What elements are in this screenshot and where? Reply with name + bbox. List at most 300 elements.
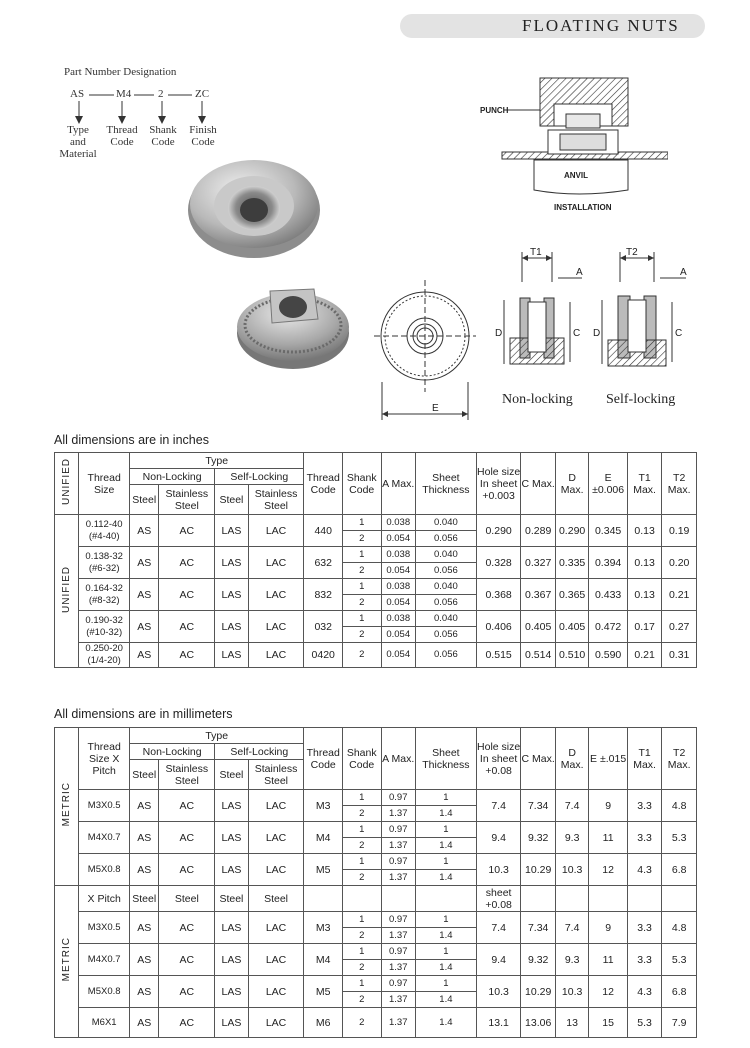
table-row — [55, 854, 697, 870]
a-max: 0.038 — [381, 547, 415, 563]
t2-max: 0.21 — [662, 579, 697, 611]
side-label — [55, 453, 79, 515]
table-row — [55, 976, 697, 992]
sl-steel: LAS — [215, 611, 248, 643]
table-row — [55, 1008, 697, 1038]
d-max: 7.4 — [555, 912, 588, 944]
shank-code: 2 — [342, 643, 381, 668]
shank-code: 1 — [342, 822, 381, 838]
c-max: 7.34 — [521, 912, 555, 944]
a-max: 0.97 — [381, 790, 415, 806]
c-max: 0.514 — [521, 643, 555, 668]
empty-cell — [415, 886, 476, 912]
thread-size: 0.250-20 (1/4-20) — [79, 643, 130, 668]
t1-max: 0.17 — [627, 611, 661, 643]
t1-max: 0.13 — [627, 579, 661, 611]
hole-size: 10.3 — [476, 976, 521, 1008]
c-max: 10.29 — [521, 854, 555, 886]
t1-max: 4.3 — [627, 976, 661, 1008]
a-max: 0.038 — [381, 579, 415, 595]
nl-stainless: AC — [159, 547, 215, 579]
header-sl-stainless: Steel — [248, 886, 304, 912]
thread-size: M4X0.7 — [79, 822, 130, 854]
e-value: 9 — [589, 790, 628, 822]
header-thread-size: Thread Size — [79, 453, 130, 515]
thread-size: 0.190-32 (#10-32) — [79, 611, 130, 643]
a-max: 1.37 — [381, 928, 415, 944]
header-nl-stainless: Stainless Steel — [159, 760, 215, 790]
header-banner — [400, 14, 705, 38]
thread-size: 0.112-40 (#4-40) — [79, 515, 130, 547]
shank-code: 2 — [342, 1008, 381, 1038]
t2-max: 6.8 — [662, 854, 697, 886]
code-type: AS — [70, 88, 85, 100]
t1-max: 0.13 — [627, 515, 661, 547]
sl-steel: LAS — [215, 547, 248, 579]
table-row — [55, 912, 697, 928]
header-a-max: A Max. — [381, 728, 415, 790]
sheet-thickness: 0.056 — [415, 627, 476, 643]
nl-steel: AS — [130, 515, 159, 547]
header-thread-code: Thread Code — [304, 453, 343, 515]
sheet-thickness: 0.040 — [415, 611, 476, 627]
c-max: 10.29 — [521, 976, 555, 1008]
thread-code: M5 — [304, 976, 343, 1008]
t2-max: 0.31 — [662, 643, 697, 668]
table-row — [55, 579, 697, 595]
d-max: 9.3 — [555, 822, 588, 854]
thread-size: M5X0.8 — [79, 976, 130, 1008]
nl-stainless: AC — [159, 1008, 215, 1038]
t2-max: 5.3 — [662, 822, 697, 854]
empty-cell — [342, 886, 381, 912]
installation-diagram — [478, 74, 668, 216]
t1-max: 3.3 — [627, 944, 661, 976]
nl-steel: AS — [130, 854, 159, 886]
nl-steel: AS — [130, 944, 159, 976]
nl-steel: AS — [130, 579, 159, 611]
thread-size: 0.138-32 (#6-32) — [79, 547, 130, 579]
d-max: 0.290 — [555, 515, 588, 547]
sl-stainless: LAC — [248, 611, 304, 643]
label-shank-code: Shank Code — [149, 124, 177, 148]
d-max: 0.335 — [555, 547, 588, 579]
header-e: E ±.015 — [589, 728, 628, 790]
sheet-thickness: 1.4 — [415, 1008, 476, 1038]
c-max: 0.405 — [521, 611, 555, 643]
thread-size: 0.164-32 (#8-32) — [79, 579, 130, 611]
header-thread-code: Thread Code — [304, 728, 343, 790]
shank-code: 1 — [342, 976, 381, 992]
header-hole-sheet: sheet +0.08 — [476, 886, 521, 912]
header-sl-steel: Steel — [215, 760, 248, 790]
table-row — [55, 643, 697, 668]
header-t2-max: T2 Max. — [662, 453, 697, 515]
a-max: 1.37 — [381, 838, 415, 854]
e-value: 11 — [589, 944, 628, 976]
empty-cell — [381, 886, 415, 912]
hole-size: 0.368 — [476, 579, 521, 611]
shank-code: 2 — [342, 531, 381, 547]
page-title: FLOATING NUTS — [522, 16, 680, 35]
d-max: 0.405 — [555, 611, 588, 643]
sheet-thickness: 1.4 — [415, 992, 476, 1008]
header-non-locking: Non-Locking — [130, 744, 215, 760]
a-max: 0.054 — [381, 531, 415, 547]
sheet-thickness: 1 — [415, 944, 476, 960]
header-self-locking: Self-Locking — [215, 744, 304, 760]
shank-code: 1 — [342, 515, 381, 531]
shank-code: 2 — [342, 627, 381, 643]
thread-code: M4 — [304, 944, 343, 976]
dim-t1: T1 — [530, 247, 542, 258]
t2-max: 7.9 — [662, 1008, 697, 1038]
e-value: 9 — [589, 912, 628, 944]
sl-stainless: LAC — [248, 822, 304, 854]
hole-size: 10.3 — [476, 854, 521, 886]
dim-t2: T2 — [626, 247, 638, 258]
empty-cell — [304, 886, 343, 912]
t1-max: 3.3 — [627, 912, 661, 944]
thread-size: M6X1 — [79, 1008, 130, 1038]
nl-steel: AS — [130, 822, 159, 854]
sl-stainless: LAC — [248, 976, 304, 1008]
header-sl-stainless: Stainless Steel — [248, 760, 304, 790]
nl-stainless: AC — [159, 854, 215, 886]
header-nl-steel: Steel — [130, 886, 159, 912]
shank-code: 1 — [342, 944, 381, 960]
a-max: 0.054 — [381, 595, 415, 611]
a-max: 0.97 — [381, 944, 415, 960]
hole-size: 0.515 — [476, 643, 521, 668]
sheet-thickness: 0.040 — [415, 547, 476, 563]
table-row — [55, 886, 697, 912]
floating-nut-photo-bottom — [230, 275, 356, 373]
sl-steel: LAS — [215, 854, 248, 886]
c-max: 13.06 — [521, 1008, 555, 1038]
code-shank: 2 — [158, 88, 164, 100]
thread-code: M6 — [304, 1008, 343, 1038]
side-label-text: UNIFIED — [60, 565, 72, 613]
sl-stainless: LAC — [248, 515, 304, 547]
t1-max: 0.13 — [627, 547, 661, 579]
thread-size: M4X0.7 — [79, 944, 130, 976]
designation-title: Part Number Designation — [64, 66, 177, 78]
a-max: 0.054 — [381, 643, 415, 668]
label-finish-code: Finish Code — [189, 124, 217, 148]
side-label — [55, 728, 79, 886]
a-max: 0.97 — [381, 976, 415, 992]
header-t1-max: T1 Max. — [627, 728, 661, 790]
a-max: 0.054 — [381, 563, 415, 579]
sheet-thickness: 1.4 — [415, 960, 476, 976]
t2-max: 0.20 — [662, 547, 697, 579]
self-locking-section — [590, 242, 690, 392]
e-value: 0.433 — [589, 579, 628, 611]
side-label — [55, 886, 79, 1038]
header-d-max: D Max. — [555, 728, 588, 790]
sl-stainless: LAC — [248, 1008, 304, 1038]
e-value: 11 — [589, 822, 628, 854]
header-hole-size: Hole size In sheet +0.08 — [476, 728, 521, 790]
header-c-max: C Max. — [521, 728, 555, 790]
dim-d-left: D — [495, 328, 503, 339]
header-sheet-thickness: Sheet Thickness — [415, 453, 476, 515]
a-max: 0.97 — [381, 912, 415, 928]
thread-code: 0420 — [304, 643, 343, 668]
dim-d-right: D — [593, 328, 601, 339]
dim-e: E — [432, 403, 439, 414]
thread-code: 632 — [304, 547, 343, 579]
sl-steel: LAS — [215, 643, 248, 668]
nl-steel: AS — [130, 547, 159, 579]
header-type: Type — [130, 453, 304, 469]
e-value: 0.590 — [589, 643, 628, 668]
t1-max: 5.3 — [627, 1008, 661, 1038]
table-row — [55, 547, 697, 563]
shank-code: 1 — [342, 854, 381, 870]
label-type-material: Type and Material — [59, 124, 97, 160]
sl-steel: LAS — [215, 912, 248, 944]
thread-code: 032 — [304, 611, 343, 643]
hole-size: 7.4 — [476, 912, 521, 944]
a-max: 0.97 — [381, 822, 415, 838]
shank-code: 2 — [342, 928, 381, 944]
mm-dimensions-table — [54, 727, 697, 1038]
nl-stainless: AC — [159, 579, 215, 611]
e-value: 12 — [589, 976, 628, 1008]
table-row — [55, 453, 697, 469]
side-label-text: METRIC — [60, 782, 72, 827]
c-max: 0.367 — [521, 579, 555, 611]
t1-max: 4.3 — [627, 854, 661, 886]
header-nl-stainless: Stainless Steel — [159, 485, 215, 515]
side-label — [55, 515, 79, 668]
dim-c-right: C — [675, 328, 683, 339]
header-shank-code: Shank Code — [342, 728, 381, 790]
header-shank-code: Shank Code — [342, 453, 381, 515]
sl-steel: LAS — [215, 976, 248, 1008]
hole-size: 0.290 — [476, 515, 521, 547]
header-e: E ±0.006 — [589, 453, 628, 515]
table-row — [55, 515, 697, 531]
d-max: 0.510 — [555, 643, 588, 668]
a-max: 0.97 — [381, 854, 415, 870]
caption-non-locking: Non-locking — [502, 392, 573, 407]
nl-stainless: AC — [159, 515, 215, 547]
sheet-thickness: 1 — [415, 976, 476, 992]
header-non-locking: Non-Locking — [130, 469, 215, 485]
shank-code: 1 — [342, 611, 381, 627]
t2-max: 0.19 — [662, 515, 697, 547]
sheet-thickness: 0.040 — [415, 579, 476, 595]
a-max: 1.37 — [381, 992, 415, 1008]
nl-stainless: AC — [159, 912, 215, 944]
shank-code: 1 — [342, 790, 381, 806]
thread-code: M5 — [304, 854, 343, 886]
inch-dimensions-table — [54, 452, 697, 668]
thread-code: M3 — [304, 912, 343, 944]
thread-size: M3X0.5 — [79, 912, 130, 944]
a-max: 1.37 — [381, 806, 415, 822]
thread-code: M3 — [304, 790, 343, 822]
sheet-thickness: 1 — [415, 822, 476, 838]
d-max: 13 — [555, 1008, 588, 1038]
sl-stainless: LAC — [248, 944, 304, 976]
nl-stainless: AC — [159, 643, 215, 668]
e-value: 0.472 — [589, 611, 628, 643]
header-c-max: C Max. — [521, 453, 555, 515]
sheet-thickness: 1.4 — [415, 870, 476, 886]
a-max: 1.37 — [381, 870, 415, 886]
mm-table-title: All dimensions are in millimeters — [54, 707, 233, 721]
shank-code: 1 — [342, 579, 381, 595]
shank-code: 2 — [342, 595, 381, 611]
shank-code: 2 — [342, 870, 381, 886]
floating-nut-photo-top — [186, 150, 322, 262]
nl-steel: AS — [130, 976, 159, 1008]
c-max: 7.34 — [521, 790, 555, 822]
header-t2-max: T2 Max. — [662, 728, 697, 790]
a-max: 0.038 — [381, 611, 415, 627]
sl-stainless: LAC — [248, 790, 304, 822]
sheet-thickness: 0.056 — [415, 595, 476, 611]
nl-stainless: AC — [159, 944, 215, 976]
nl-stainless: AC — [159, 822, 215, 854]
t1-max: 3.3 — [627, 822, 661, 854]
d-max: 9.3 — [555, 944, 588, 976]
code-thread: M4 — [116, 88, 132, 100]
c-max: 0.289 — [521, 515, 555, 547]
header-nl-stainless: Steel — [159, 886, 215, 912]
empty-cell — [627, 886, 661, 912]
empty-cell — [662, 886, 697, 912]
shank-code: 2 — [342, 563, 381, 579]
header-hole-size: Hole size In sheet +0.003 — [476, 453, 521, 515]
nl-steel: AS — [130, 611, 159, 643]
hole-size: 9.4 — [476, 822, 521, 854]
d-max: 7.4 — [555, 790, 588, 822]
t2-max: 4.8 — [662, 790, 697, 822]
nl-steel: AS — [130, 912, 159, 944]
table-row — [55, 728, 697, 744]
hole-size: 0.406 — [476, 611, 521, 643]
sheet-thickness: 1 — [415, 790, 476, 806]
nl-stainless: AC — [159, 790, 215, 822]
dim-a-left: A — [576, 267, 583, 278]
thread-code: M4 — [304, 822, 343, 854]
thread-code: 832 — [304, 579, 343, 611]
nl-steel: AS — [130, 1008, 159, 1038]
label-anvil: ANVIL — [564, 171, 588, 180]
t2-max: 0.27 — [662, 611, 697, 643]
header-a-max: A Max. — [381, 453, 415, 515]
nl-steel: AS — [130, 643, 159, 668]
label-thread-code: Thread Code — [106, 124, 138, 148]
shank-code: 2 — [342, 806, 381, 822]
sl-stainless: LAC — [248, 579, 304, 611]
sl-stainless: LAC — [248, 854, 304, 886]
a-max: 0.054 — [381, 627, 415, 643]
sheet-thickness: 1.4 — [415, 838, 476, 854]
c-max: 9.32 — [521, 944, 555, 976]
sl-steel: LAS — [215, 1008, 248, 1038]
t2-max: 6.8 — [662, 976, 697, 1008]
d-max: 10.3 — [555, 976, 588, 1008]
top-view-diagram — [372, 270, 484, 422]
e-value: 0.394 — [589, 547, 628, 579]
sheet-thickness: 1.4 — [415, 928, 476, 944]
header-d-max: D Max. — [555, 453, 588, 515]
table-row — [55, 790, 697, 806]
sheet-thickness: 0.056 — [415, 531, 476, 547]
thread-size: M3X0.5 — [79, 790, 130, 822]
label-punch: PUNCH — [480, 106, 509, 115]
dim-a-right: A — [680, 267, 687, 278]
header-sl-steel: Steel — [215, 485, 248, 515]
thread-code: 440 — [304, 515, 343, 547]
e-value: 15 — [589, 1008, 628, 1038]
e-value: 12 — [589, 854, 628, 886]
header-sheet-thickness: Sheet Thickness — [415, 728, 476, 790]
sheet-thickness: 1 — [415, 912, 476, 928]
t2-max: 4.8 — [662, 912, 697, 944]
sl-stainless: LAC — [248, 643, 304, 668]
code-finish: ZC — [195, 88, 210, 100]
sl-steel: LAS — [215, 944, 248, 976]
a-max: 1.37 — [381, 1008, 415, 1038]
caption-self-locking: Self-locking — [606, 392, 676, 407]
sl-steel: LAS — [215, 822, 248, 854]
header-type: Type — [130, 728, 304, 744]
empty-cell — [521, 886, 555, 912]
shank-code: 2 — [342, 960, 381, 976]
empty-cell — [555, 886, 588, 912]
t2-max: 5.3 — [662, 944, 697, 976]
sl-steel: LAS — [215, 579, 248, 611]
a-max: 0.038 — [381, 515, 415, 531]
d-max: 10.3 — [555, 854, 588, 886]
shank-code: 2 — [342, 992, 381, 1008]
thread-size: M5X0.8 — [79, 854, 130, 886]
sl-stainless: LAC — [248, 547, 304, 579]
header-nl-steel: Steel — [130, 485, 159, 515]
d-max: 0.365 — [555, 579, 588, 611]
dim-c-left: C — [573, 328, 581, 339]
nl-steel: AS — [130, 790, 159, 822]
sheet-thickness: 0.040 — [415, 515, 476, 531]
hole-size: 13.1 — [476, 1008, 521, 1038]
e-value: 0.345 — [589, 515, 628, 547]
sl-stainless: LAC — [248, 912, 304, 944]
c-max: 0.327 — [521, 547, 555, 579]
c-max: 9.32 — [521, 822, 555, 854]
nl-stainless: AC — [159, 976, 215, 1008]
header-x-pitch: X Pitch — [79, 886, 130, 912]
table-row — [55, 822, 697, 838]
t1-max: 0.21 — [627, 643, 661, 668]
side-label-text: METRIC — [60, 937, 72, 982]
header-t1-max: T1 Max. — [627, 453, 661, 515]
header-sl-stainless: Stainless Steel — [248, 485, 304, 515]
shank-code: 1 — [342, 547, 381, 563]
sl-steel: LAS — [215, 790, 248, 822]
label-installation: INSTALLATION — [554, 203, 612, 212]
header-self-locking: Self-Locking — [215, 469, 304, 485]
sheet-thickness: 1.4 — [415, 806, 476, 822]
sheet-thickness: 1 — [415, 854, 476, 870]
inch-table-title: All dimensions are in inches — [54, 433, 209, 447]
